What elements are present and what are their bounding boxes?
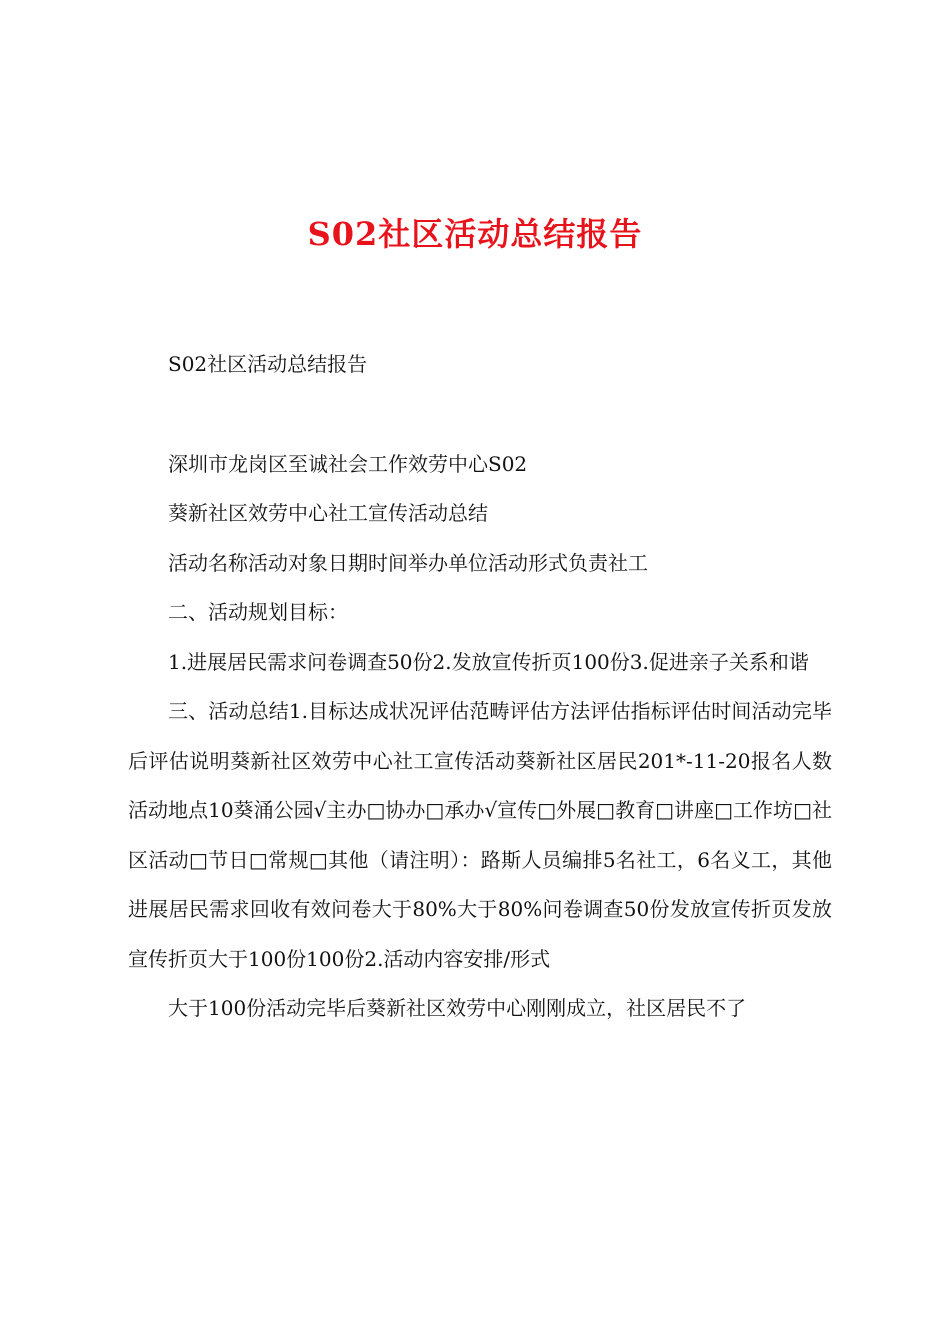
paragraph-continuation: 大于100份活动完毕后葵新社区效劳中心刚刚成立，社区居民不了 bbox=[168, 996, 747, 1020]
document-body bbox=[128, 340, 832, 1034]
document-title: S02社区活动总结报告 bbox=[307, 215, 643, 253]
paragraph-activity-name: 葵新社区效劳中心社工宣传活动总结 bbox=[168, 501, 488, 525]
paragraph-section-two: 二、活动规划目标： bbox=[168, 600, 348, 624]
paragraph-subtitle: S02社区活动总结报告 bbox=[168, 352, 368, 376]
paragraph-organization: 深圳市龙岗区至诚社会工作效劳中心S02 bbox=[168, 451, 528, 476]
paragraph-gap bbox=[128, 390, 832, 440]
paragraph-section-three: 三、活动总结1.目标达成状况评估范畴评估方法评估指标评估时间活动完毕后评估说明葵新社区效劳中心社工宣传活动葵新社区居民201*-11-20报名人数活动地点10葵涌公园√主办□协办□承办√宣传□外展□教育□讲座□工作坊□社区活动□节日□常规□其他（请注明）：路斯人员编排5名社工，6名义工，其他进展居民需求回收有效问卷大于80%大于80%问卷调查50份发放宣传折页发放宣传折页大于100份100份2.活动内容安排/形式 bbox=[128, 699, 832, 971]
paragraph-table-headers: 活动名称活动对象日期时间举办单位活动形式负责社工 bbox=[168, 550, 648, 575]
paragraph-goals: 1.进展居民需求问卷调查50份2.发放宣传折页100份3.促进亲子关系和谐 bbox=[168, 649, 809, 674]
